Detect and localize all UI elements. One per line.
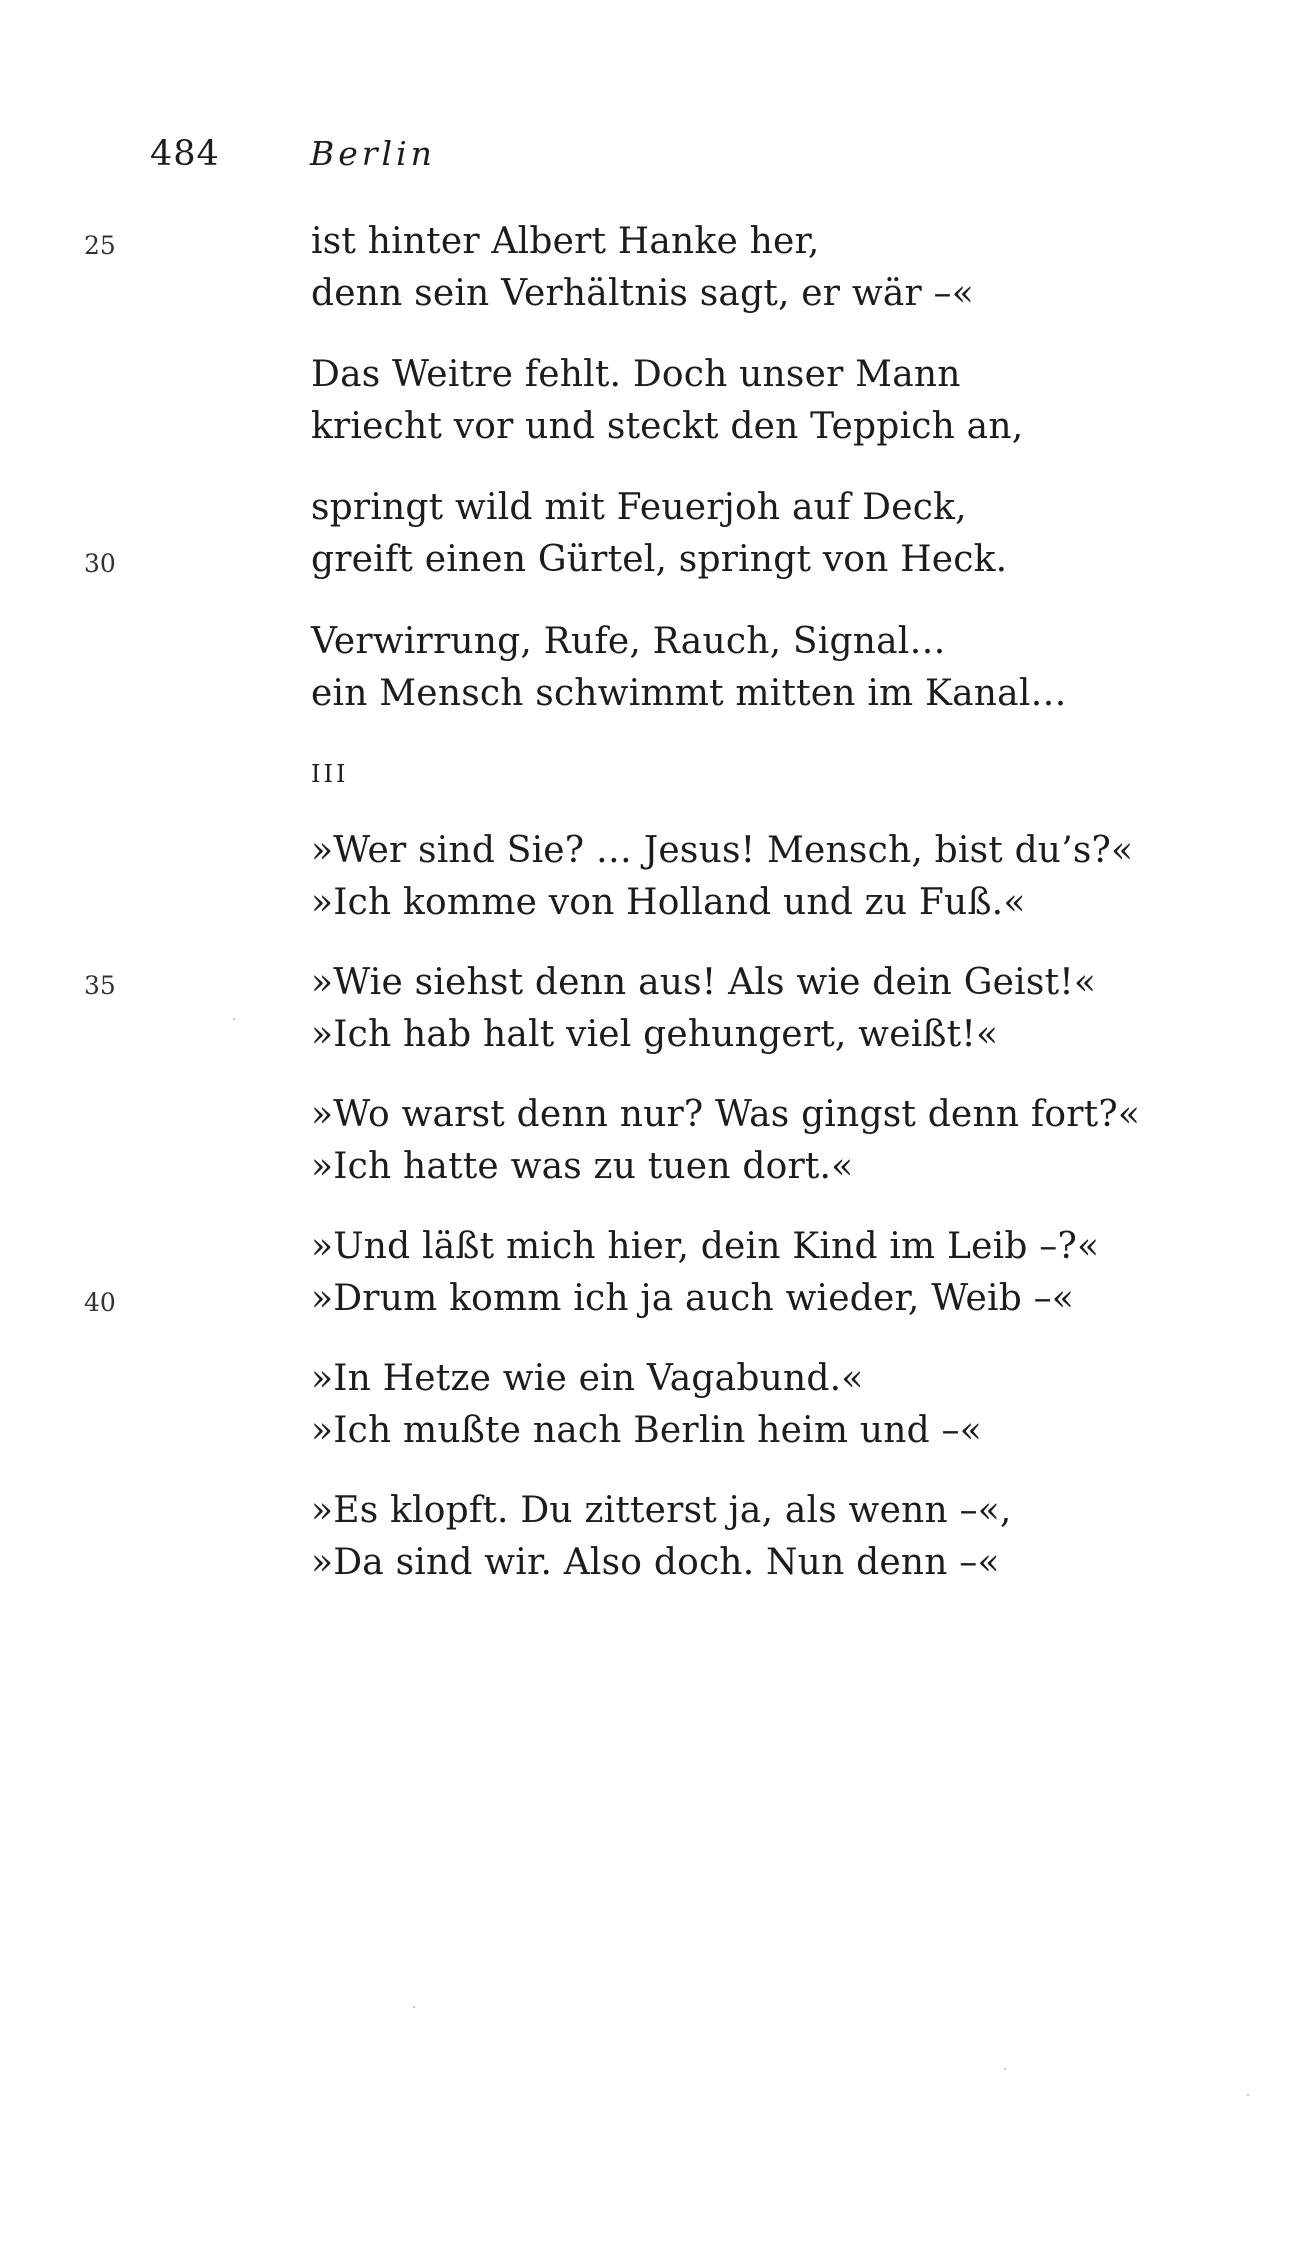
verse-line: Verwirrung, Rufe, Rauch, Signal…: [311, 621, 946, 662]
verse-line: »Drum komm ich ja auch wieder, Weib –«: [311, 1278, 1075, 1319]
line-number-25: 25: [84, 231, 116, 260]
section-number: III: [311, 760, 349, 788]
scan-speck: [1247, 2094, 1249, 2096]
verse-line: »In Hetze wie ein Vagabund.«: [311, 1358, 864, 1399]
verse-line: »Wo warst denn nur? Was gingst denn fort?«: [311, 1094, 1141, 1135]
line-number-30: 30: [84, 549, 116, 578]
running-head: Berlin: [310, 134, 436, 173]
verse-line: »Wie siehst denn aus! Als wie dein Geist!«: [311, 962, 1097, 1003]
verse-line: denn sein Verhältnis sagt, er wär –«: [311, 273, 974, 314]
verse-line: »Ich komme von Holland und zu Fuß.«: [311, 882, 1026, 923]
scan-speck: [413, 2006, 415, 2008]
verse-line: kriecht vor und steckt den Teppich an,: [311, 406, 1024, 447]
verse-line: »Und läßt mich hier, dein Kind im Leib –?«: [311, 1226, 1100, 1267]
line-number-35: 35: [84, 971, 116, 1000]
verse-line: ein Mensch schwimmt mitten im Kanal…: [311, 673, 1067, 714]
verse-line: »Ich hatte was zu tuen dort.«: [311, 1146, 854, 1187]
verse-line: greift einen Gürtel, springt von Heck.: [311, 539, 1008, 580]
verse-line: »Es klopft. Du zitterst ja, als wenn –«,: [311, 1490, 1012, 1531]
verse-line: »Wer sind Sie? … Jesus! Mensch, bist du’s?«: [311, 830, 1134, 871]
page-number: 484: [150, 134, 220, 174]
verse-line: »Ich mußte nach Berlin heim und –«: [311, 1410, 982, 1451]
verse-line: ist hinter Albert Hanke her,: [311, 221, 820, 262]
verse-line: Das Weitre fehlt. Doch unser Mann: [311, 354, 961, 395]
verse-line: »Ich hab halt viel gehungert, weißt!«: [311, 1014, 999, 1055]
verse-line: »Da sind wir. Also doch. Nun denn –«: [311, 1542, 1000, 1583]
scan-speck: [1004, 2068, 1006, 2070]
line-number-40: 40: [84, 1288, 116, 1317]
verse-line: springt wild mit Feuerjoh auf Deck,: [311, 487, 967, 528]
scan-speck: [233, 1018, 235, 1020]
